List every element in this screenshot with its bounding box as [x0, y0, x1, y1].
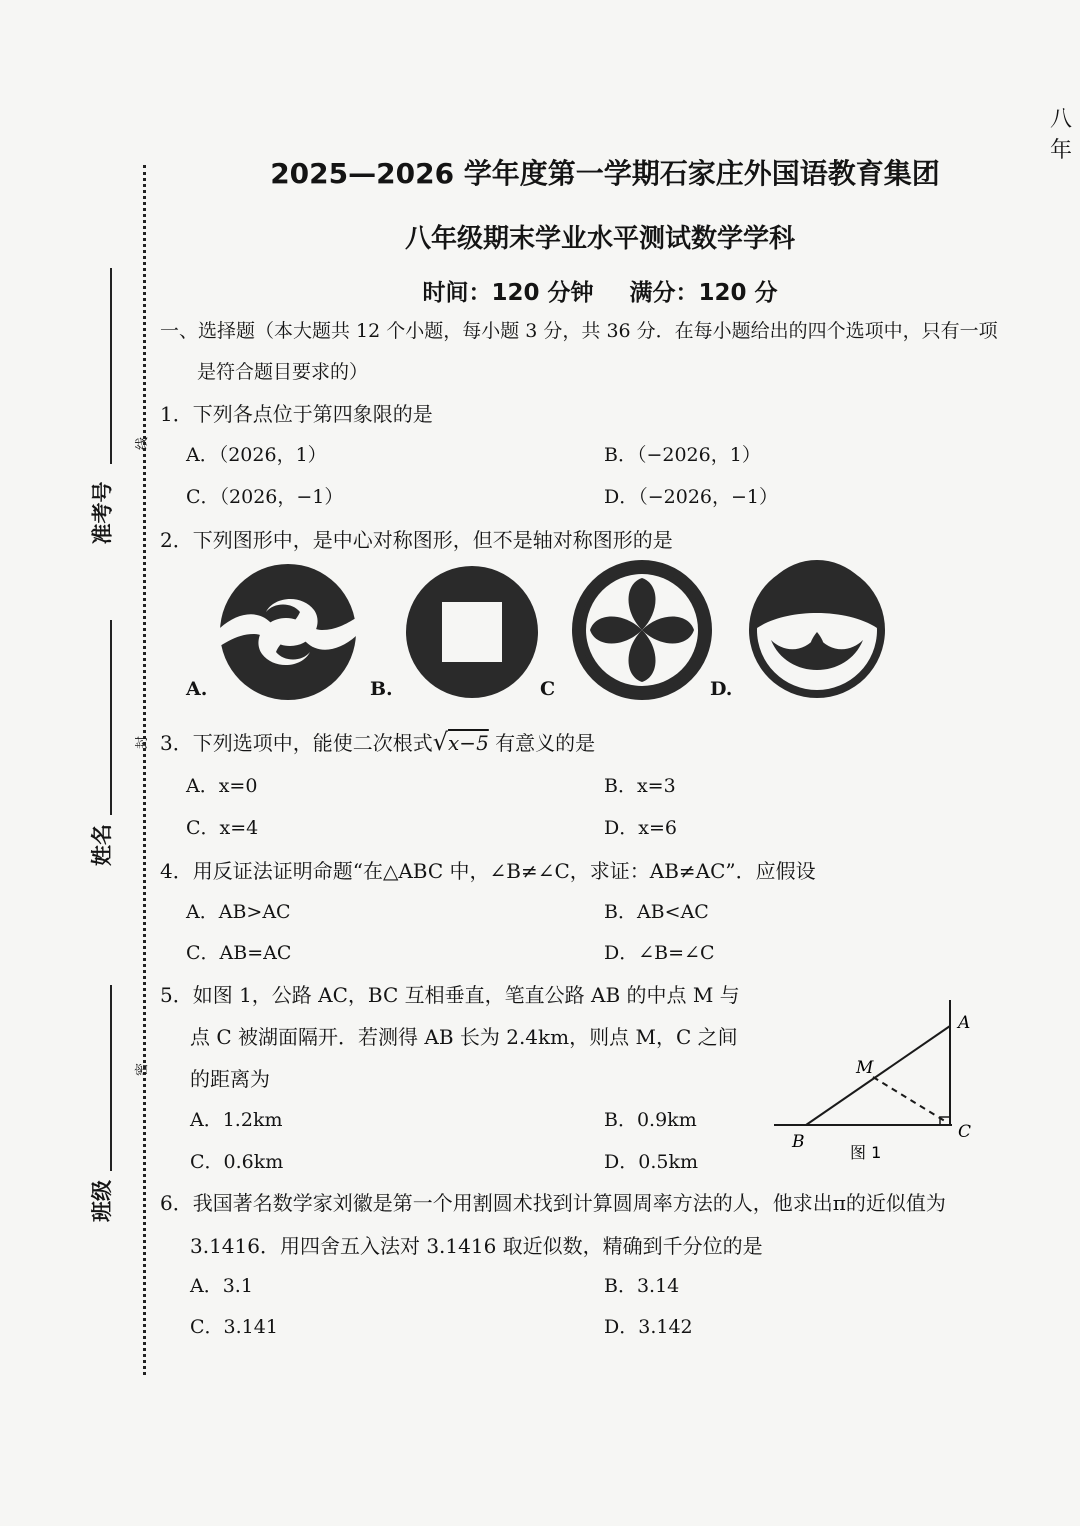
q6-option-c: C．3.141 [190, 1316, 278, 1338]
q3-option-b: B．x=3 [604, 775, 676, 797]
q4-option-d: D．∠B=∠C [604, 942, 715, 964]
corner-mark: 八年 [1050, 107, 1073, 163]
q5-stem-line1: 5．如图 1，公路 AC，BC 互相垂直，笔直公路 AB 的中点 M 与 [160, 983, 740, 1007]
q6-stem-line1: 6．我国著名数学家刘徽是第一个用割圆术找到计算圆周率方法的人，他求出π的近似值为 [160, 1191, 946, 1215]
exam-no-label: 准考号 [90, 481, 115, 545]
q5-figure-1 [770, 1000, 990, 1170]
q4-stem: 4．用反证法证明命题“在△ABC 中，∠B≠∠C，求证：AB≠AC”．应假设 [160, 859, 816, 883]
q6-option-d: D．3.142 [604, 1316, 693, 1338]
q1-option-a: A．（2026，1） [186, 444, 327, 466]
q2-option-d: D. [710, 678, 733, 700]
q4-option-b: B．AB<AC [604, 901, 709, 923]
section-heading-cont: 是符合题目要求的） [197, 361, 369, 383]
exam-score: 满分：120 分 [629, 280, 778, 306]
figure-d [749, 560, 885, 698]
q5-option-c: C．0.6km [190, 1151, 284, 1173]
q3-option-c: C．x=4 [186, 817, 259, 839]
q3-option-d: D．x=6 [604, 817, 677, 839]
q2-option-a: A. [186, 678, 208, 700]
fig-label-b: B [792, 1132, 805, 1152]
fig-label-c: C [958, 1122, 972, 1142]
q5-option-b: B．0.9km [604, 1109, 697, 1131]
class-label: 班级 [90, 1180, 114, 1222]
name-label: 姓名 [90, 824, 114, 866]
fig-label-a: A [958, 1013, 971, 1033]
name-write-line [110, 620, 112, 815]
exam-time-score [0, 274, 1080, 307]
fig-caption: 图 1 [850, 1143, 882, 1162]
q5-stem-line3: 的距离为 [190, 1067, 270, 1091]
q2-stem: 2．下列图形中，是中心对称图形，但不是轴对称图形的是 [160, 528, 673, 552]
q5-option-d: D．0.5km [604, 1151, 698, 1173]
q1-option-b: B．（−2026，1） [604, 444, 761, 466]
section-heading: 一、选择题（本大题共 12 个小题，每小题 3 分，共 36 分．在每小题给出的四个选项中，只有一项 [160, 320, 998, 342]
q6-option-b: B．3.14 [604, 1275, 680, 1297]
q1-option-d: D．（−2026，−1） [604, 486, 779, 508]
binding-mark-line: 线 [135, 436, 151, 451]
q2-option-c: C [540, 678, 556, 700]
q5-option-a: A．1.2km [190, 1109, 283, 1131]
binding-mark-secret: 密 [135, 1062, 151, 1077]
q6-option-a: A．3.1 [190, 1275, 253, 1297]
q3-radical: x−5 [448, 731, 489, 755]
q3-stem: 3．下列选项中，能使二次根式√x−5 有意义的是 [160, 728, 596, 756]
q3-stem-pre: 3．下列选项中，能使二次根式 [160, 731, 433, 755]
q2-option-b: B. [370, 678, 393, 700]
q3-option-a: A．x=0 [186, 775, 258, 797]
q4-option-c: C．AB=AC [186, 942, 292, 964]
exam-title: 2025—2026 学年度第一学期石家庄外国语教育集团 [270, 157, 940, 190]
fig-label-m: M [856, 1058, 874, 1078]
figure-c [576, 564, 708, 696]
figure-a [220, 564, 356, 700]
exam-time: 时间：120 分钟 [422, 280, 594, 306]
q3-stem-post: 有意义的是 [495, 731, 596, 755]
q5-stem-line2: 点 C 被湖面隔开．若测得 AB 长为 2.4km，则点 M，C 之间 [190, 1025, 738, 1049]
q1-option-c: C．（2026，−1） [186, 486, 344, 508]
figure-b [406, 566, 538, 698]
q4-option-a: A．AB>AC [186, 901, 291, 923]
binding-dotted-line [143, 165, 146, 1375]
q1-stem: 1．下列各点位于第四象限的是 [160, 402, 433, 426]
class-write-line [110, 985, 112, 1171]
exam-subtitle: 八年级期末学业水平测试数学学科 [404, 224, 795, 254]
binding-mark-seal: 封 [135, 735, 151, 750]
q6-stem-line2: 3.1416．用四舍五入法对 3.1416 取近似数，精确到千分位的是 [190, 1234, 763, 1258]
